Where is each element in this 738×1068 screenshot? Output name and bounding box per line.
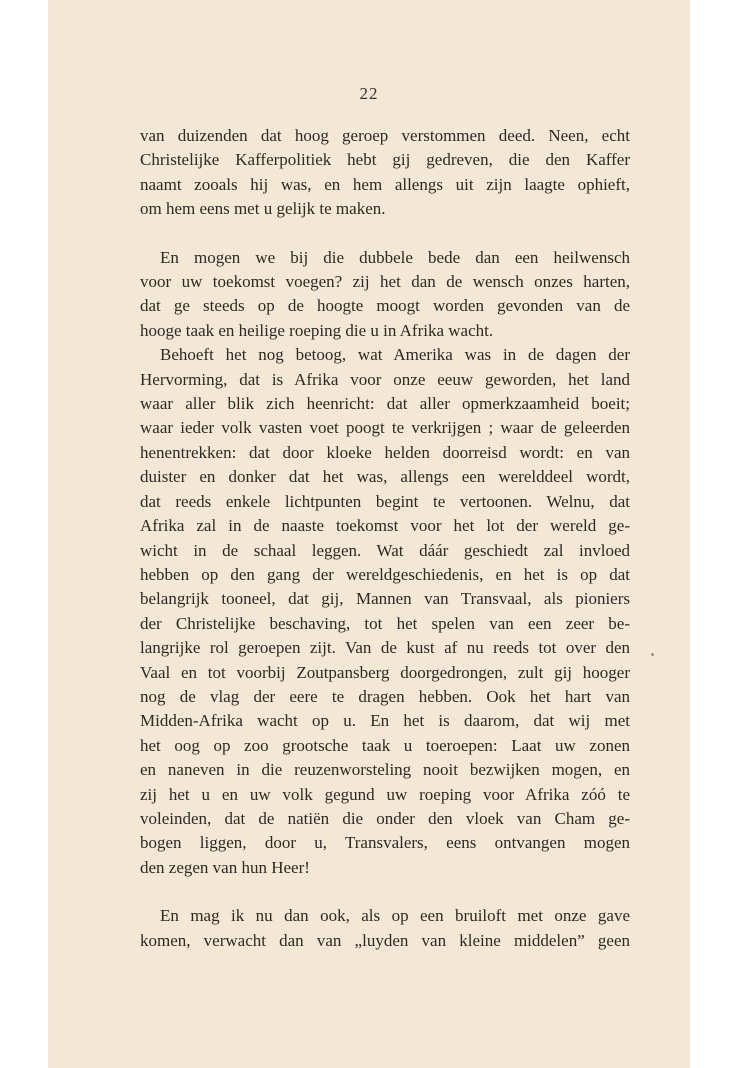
text-line: zij het u en uw volk gegund uw roeping voor Afrika zóó te [140,784,630,804]
page-number: 22 [359,84,379,103]
text-line: dat reeds enkele lichtpunten begint te vertoonen. Welnu, dat [140,491,630,511]
text-line: komen, verwacht dan van „luyden van kleine middelen” geen [140,930,630,950]
text-line: Midden-Afrika wacht op u. En het is daarom, dat wij met [140,711,630,731]
text-line: dat ge steeds op de hoogte moogt worden gevonden van de [140,296,630,316]
text-line: belangrijk tooneel, dat gij, Mannen van Transvaal, als pioniers [140,589,630,609]
text-line: Hervorming, dat is Afrika voor onze eeuw geworden, het land [140,369,630,389]
text-line: voleinden, dat de natiën die onder den vloek van Cham ge- [140,808,630,828]
text-line: en naneven in die reuzenworsteling nooit bezwijken mogen, en [140,760,630,780]
body-text [140,124,630,953]
text-line: naamt zooals hij was, en hem allengs uit zijn laagte ophieft, [140,174,630,194]
text-line: hebben op den gang der wereldgeschiedenis, en het is op dat [140,564,630,584]
text-line: En mogen we bij die dubbele bede dan een heilwensch [160,247,630,267]
paragraph-3 [140,343,630,880]
text-line: waar ieder volk vasten voet poogt te verkrijgen ; waar de geleerden [140,418,630,438]
text-line: den zegen van hun Heer! [140,857,310,877]
paragraph-2 [140,246,630,344]
text-line: Behoeft het nog betoog, wat Amerika was in de dagen der [160,345,630,365]
text-line: waar aller blik zich heenricht: dat aller opmerkzaamheid boeit; [140,394,630,414]
text-line: Vaal en tot voorbij Zoutpansberg doorgedrongen, zult gij hooger [140,662,630,682]
text-line: Christelijke Kafferpolitiek hebt gij gedreven, die den Kaffer [140,150,630,170]
paragraph-1 [140,124,630,222]
text-line: wicht in de schaal leggen. Wat dáár geschiedt zal invloed [140,540,630,560]
text-line: langrijke rol geroepen zijt. Van de kust af nu reeds tot over den [140,638,630,658]
text-line: van duizenden dat hoog geroep verstommen deed. Neen, echt [140,126,630,145]
book-page [48,0,690,1068]
text-line: bogen liggen, door u, Transvalers, eens ontvangen mogen [140,833,630,853]
paper-speck [651,653,654,656]
text-line: om hem eens met u gelijk te maken. [140,199,386,219]
text-line: nog de vlag der eere te dragen hebben. Ook het hart van [140,686,630,706]
text-line: het oog op zoo grootsche taak u toeroepen: Laat uw zonen [140,735,630,755]
text-line: henentrekken: dat door kloeke helden doorreisd wordt: en van [140,442,630,462]
text-line: duister en donker dat het was, allengs een werelddeel wordt, [140,467,630,487]
paragraph-4 [140,904,630,953]
text-line: der Christelijke beschaving, tot het spelen van een zeer be- [140,613,630,633]
text-line: En mag ik nu dan ook, als op een bruiloft met onze gave [160,906,630,926]
text-line: hooge taak en heilige roeping die u in Afrika wacht. [140,320,494,340]
text-line: voor uw toekomst voegen? zij het dan de wensch onzes harten, [140,272,630,292]
text-line: Afrika zal in de naaste toekomst voor het lot der wereld ge- [140,516,630,536]
